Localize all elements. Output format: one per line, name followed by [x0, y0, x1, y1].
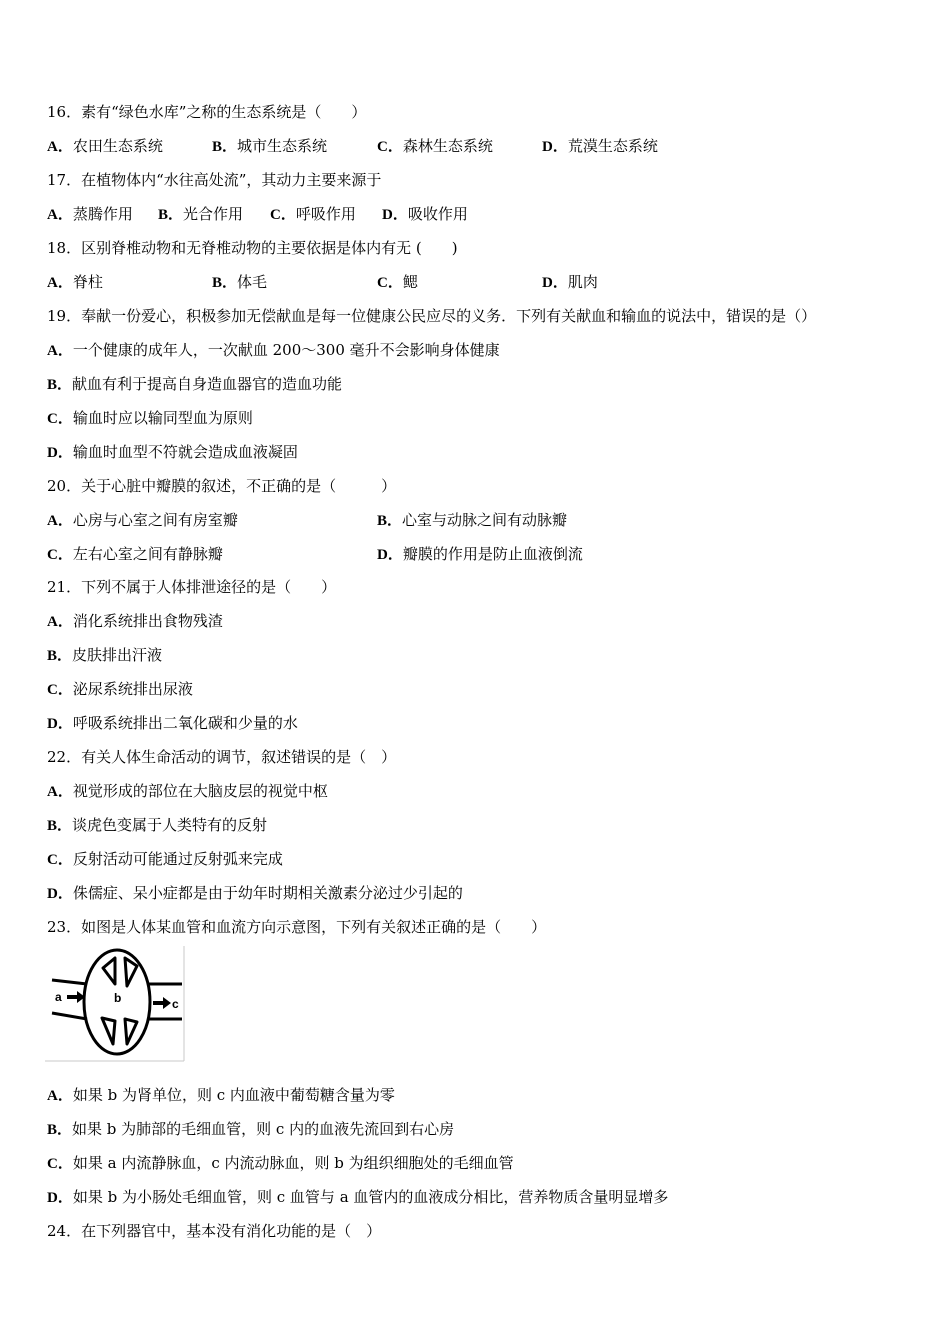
q20-option-b-text: 心室与动脉之间有动脉瓣: [402, 511, 568, 529]
q16-option-b-text: 城市生态系统: [237, 137, 328, 155]
q16-option-c: [377, 136, 493, 156]
blood-vessel-diagram: [45, 946, 185, 1062]
q18-option-c-text: 鳃: [402, 273, 418, 291]
q20-option-d-text: 瓣膜的作用是防止血液倒流: [402, 545, 583, 563]
q21-option-b: [47, 645, 162, 665]
q17-option-a-text: 蒸腾作用: [72, 205, 133, 223]
q17-option-d-text: 吸收作用: [407, 205, 468, 223]
question-21-stem: 21．下列不属于人体排泄途径的是（ ）: [47, 578, 337, 596]
q22-option-d-text: 侏儒症、呆小症都是由于幼年时期相关激素分泌过少引起的: [72, 884, 463, 902]
q18-option-b: [212, 272, 267, 292]
q20-option-c: [47, 544, 223, 564]
q22-option-a: [47, 781, 328, 801]
q19-option-d-letter: D．: [47, 445, 73, 461]
q21-option-d: [47, 713, 298, 733]
q18-option-a-text: 脊柱: [72, 273, 103, 291]
q17-option-b-letter: B．: [158, 207, 184, 223]
question-18-stem: 18．区别脊椎动物和无脊椎动物的主要依据是体内有无 ( ): [47, 239, 458, 257]
q21-option-a-letter: A．: [47, 614, 73, 630]
q17-option-d: [382, 204, 468, 224]
q16-option-c-letter: C．: [377, 139, 403, 155]
q20-option-b: [377, 510, 567, 530]
question-19-stem: 19．奉献一份爱心，积极参加无偿献血是每一位健康公民应尽的义务．下列有关献血和输血的说法中，错误的是（）: [47, 307, 817, 325]
q20-option-b-letter: B．: [377, 513, 403, 529]
q23-option-d-letter: D．: [47, 1190, 73, 1206]
q23-option-c: [47, 1153, 514, 1173]
question-16-stem: 16．素有“绿色水库”之称的生态系统是（ ）: [47, 103, 367, 121]
q22-option-c-text: 反射活动可能通过反射弧来完成: [72, 850, 283, 868]
q17-option-c-letter: C．: [270, 207, 296, 223]
q18-option-d-text: 肌肉: [567, 273, 598, 291]
q20-option-c-letter: C．: [47, 547, 73, 563]
q21-option-b-text: 皮肤排出汗液: [72, 646, 163, 664]
q19-option-b-text: 献血有利于提高自身造血器官的造血功能: [72, 375, 343, 393]
q20-option-a-text: 心房与心室之间有房室瓣: [72, 511, 238, 529]
q20-option-a-letter: A．: [47, 513, 73, 529]
q18-option-b-text: 体毛: [237, 273, 268, 291]
q20-option-d: [377, 544, 583, 564]
q18-option-a-letter: A．: [47, 275, 73, 291]
q22-option-c: [47, 849, 283, 869]
q16-option-d: [542, 136, 658, 156]
q19-option-a: [47, 340, 500, 360]
q16-option-a: [47, 136, 163, 156]
q21-option-c: [47, 679, 193, 699]
q16-option-b-letter: B．: [212, 139, 238, 155]
question-24-stem: 24．在下列器官中，基本没有消化功能的是（ ）: [47, 1222, 382, 1240]
q18-option-d: [542, 272, 598, 292]
question-20-stem: 20．关于心脏中瓣膜的叙述，不正确的是（ ）: [47, 477, 397, 495]
q23-option-a-text: 如果 b 为肾单位，则 c 内血液中葡萄糖含量为零: [72, 1086, 395, 1104]
q21-option-c-letter: C．: [47, 682, 73, 698]
q21-option-a-text: 消化系统排出食物残渣: [72, 612, 223, 630]
q19-option-d: [47, 442, 298, 462]
q21-option-d-letter: D．: [47, 716, 73, 732]
q16-option-a-letter: A．: [47, 139, 73, 155]
q16-option-b: [212, 136, 327, 156]
q16-option-c-text: 森林生态系统: [402, 137, 493, 155]
q18-option-d-letter: D．: [542, 275, 568, 291]
q18-option-b-letter: B．: [212, 275, 238, 291]
q20-option-a: [47, 510, 238, 530]
q21-option-c-text: 泌尿系统排出尿液: [72, 680, 193, 698]
q22-option-a-text: 视觉形成的部位在大脑皮层的视觉中枢: [72, 782, 328, 800]
q18-option-a: [47, 272, 103, 292]
question-22-stem: 22．有关人体生命活动的调节，叙述错误的是（ ）: [47, 748, 397, 766]
q19-option-b: [47, 374, 342, 394]
q17-option-c: [270, 204, 356, 224]
q21-option-b-letter: B．: [47, 648, 73, 664]
q22-option-a-letter: A．: [47, 784, 73, 800]
q17-option-b-text: 光合作用: [183, 205, 244, 223]
q18-option-c-letter: C．: [377, 275, 403, 291]
q23-option-c-text: 如果 a 内流静脉血，c 内流动脉血，则 b 为组织细胞处的毛细血管: [72, 1154, 514, 1172]
q19-option-a-letter: A．: [47, 343, 73, 359]
q19-option-c-text: 输血时应以输同型血为原则: [72, 409, 253, 427]
q22-option-b-letter: B．: [47, 818, 73, 834]
q22-option-b-text: 谈虎色变属于人类特有的反射: [72, 816, 268, 834]
q19-option-c: [47, 408, 253, 428]
q17-option-d-letter: D．: [382, 207, 408, 223]
q19-option-b-letter: B．: [47, 377, 73, 393]
q18-option-c: [377, 272, 418, 292]
label-c: c: [172, 997, 179, 1011]
q23-option-b-text: 如果 b 为肺部的毛细血管，则 c 内的血液先流回到右心房: [72, 1120, 455, 1138]
q22-option-b: [47, 815, 267, 835]
q20-option-d-letter: D．: [377, 547, 403, 563]
q21-option-a: [47, 611, 223, 631]
q22-option-c-letter: C．: [47, 852, 73, 868]
q17-option-b: [158, 204, 243, 224]
question-17-stem: 17．在植物体内“水往高处流”，其动力主要来源于: [47, 171, 382, 189]
q21-option-d-text: 呼吸系统排出二氧化碳和少量的水: [72, 714, 298, 732]
q17-option-a: [47, 204, 133, 224]
q17-option-c-text: 呼吸作用: [295, 205, 356, 223]
q22-option-d-letter: D．: [47, 886, 73, 902]
q23-option-b-letter: B．: [47, 1122, 73, 1138]
q19-option-a-text: 一个健康的成年人，一次献血 200～300 毫升不会影响身体健康: [72, 341, 500, 359]
q23-option-d: [47, 1187, 668, 1207]
q23-option-c-letter: C．: [47, 1156, 73, 1172]
q17-option-a-letter: A．: [47, 207, 73, 223]
q16-option-d-letter: D．: [542, 139, 568, 155]
question-23-stem: 23．如图是人体某血管和血流方向示意图，下列有关叙述正确的是（ ）: [47, 918, 547, 936]
q16-option-d-text: 荒漠生态系统: [567, 137, 658, 155]
q23-option-a-letter: A．: [47, 1088, 73, 1104]
q23-option-a: [47, 1085, 395, 1105]
q19-option-d-text: 输血时血型不符就会造成血液凝固: [72, 443, 298, 461]
q22-option-d: [47, 883, 463, 903]
q23-option-b: [47, 1119, 454, 1139]
q20-option-c-text: 左右心室之间有静脉瓣: [72, 545, 223, 563]
q16-option-a-text: 农田生态系统: [72, 137, 163, 155]
label-b: b: [114, 991, 122, 1005]
q23-option-d-text: 如果 b 为小肠处毛细血管，则 c 血管与 a 血管内的血液成分相比，营养物质含量明显增多: [72, 1188, 669, 1206]
label-a: a: [55, 990, 62, 1004]
q19-option-c-letter: C．: [47, 411, 73, 427]
